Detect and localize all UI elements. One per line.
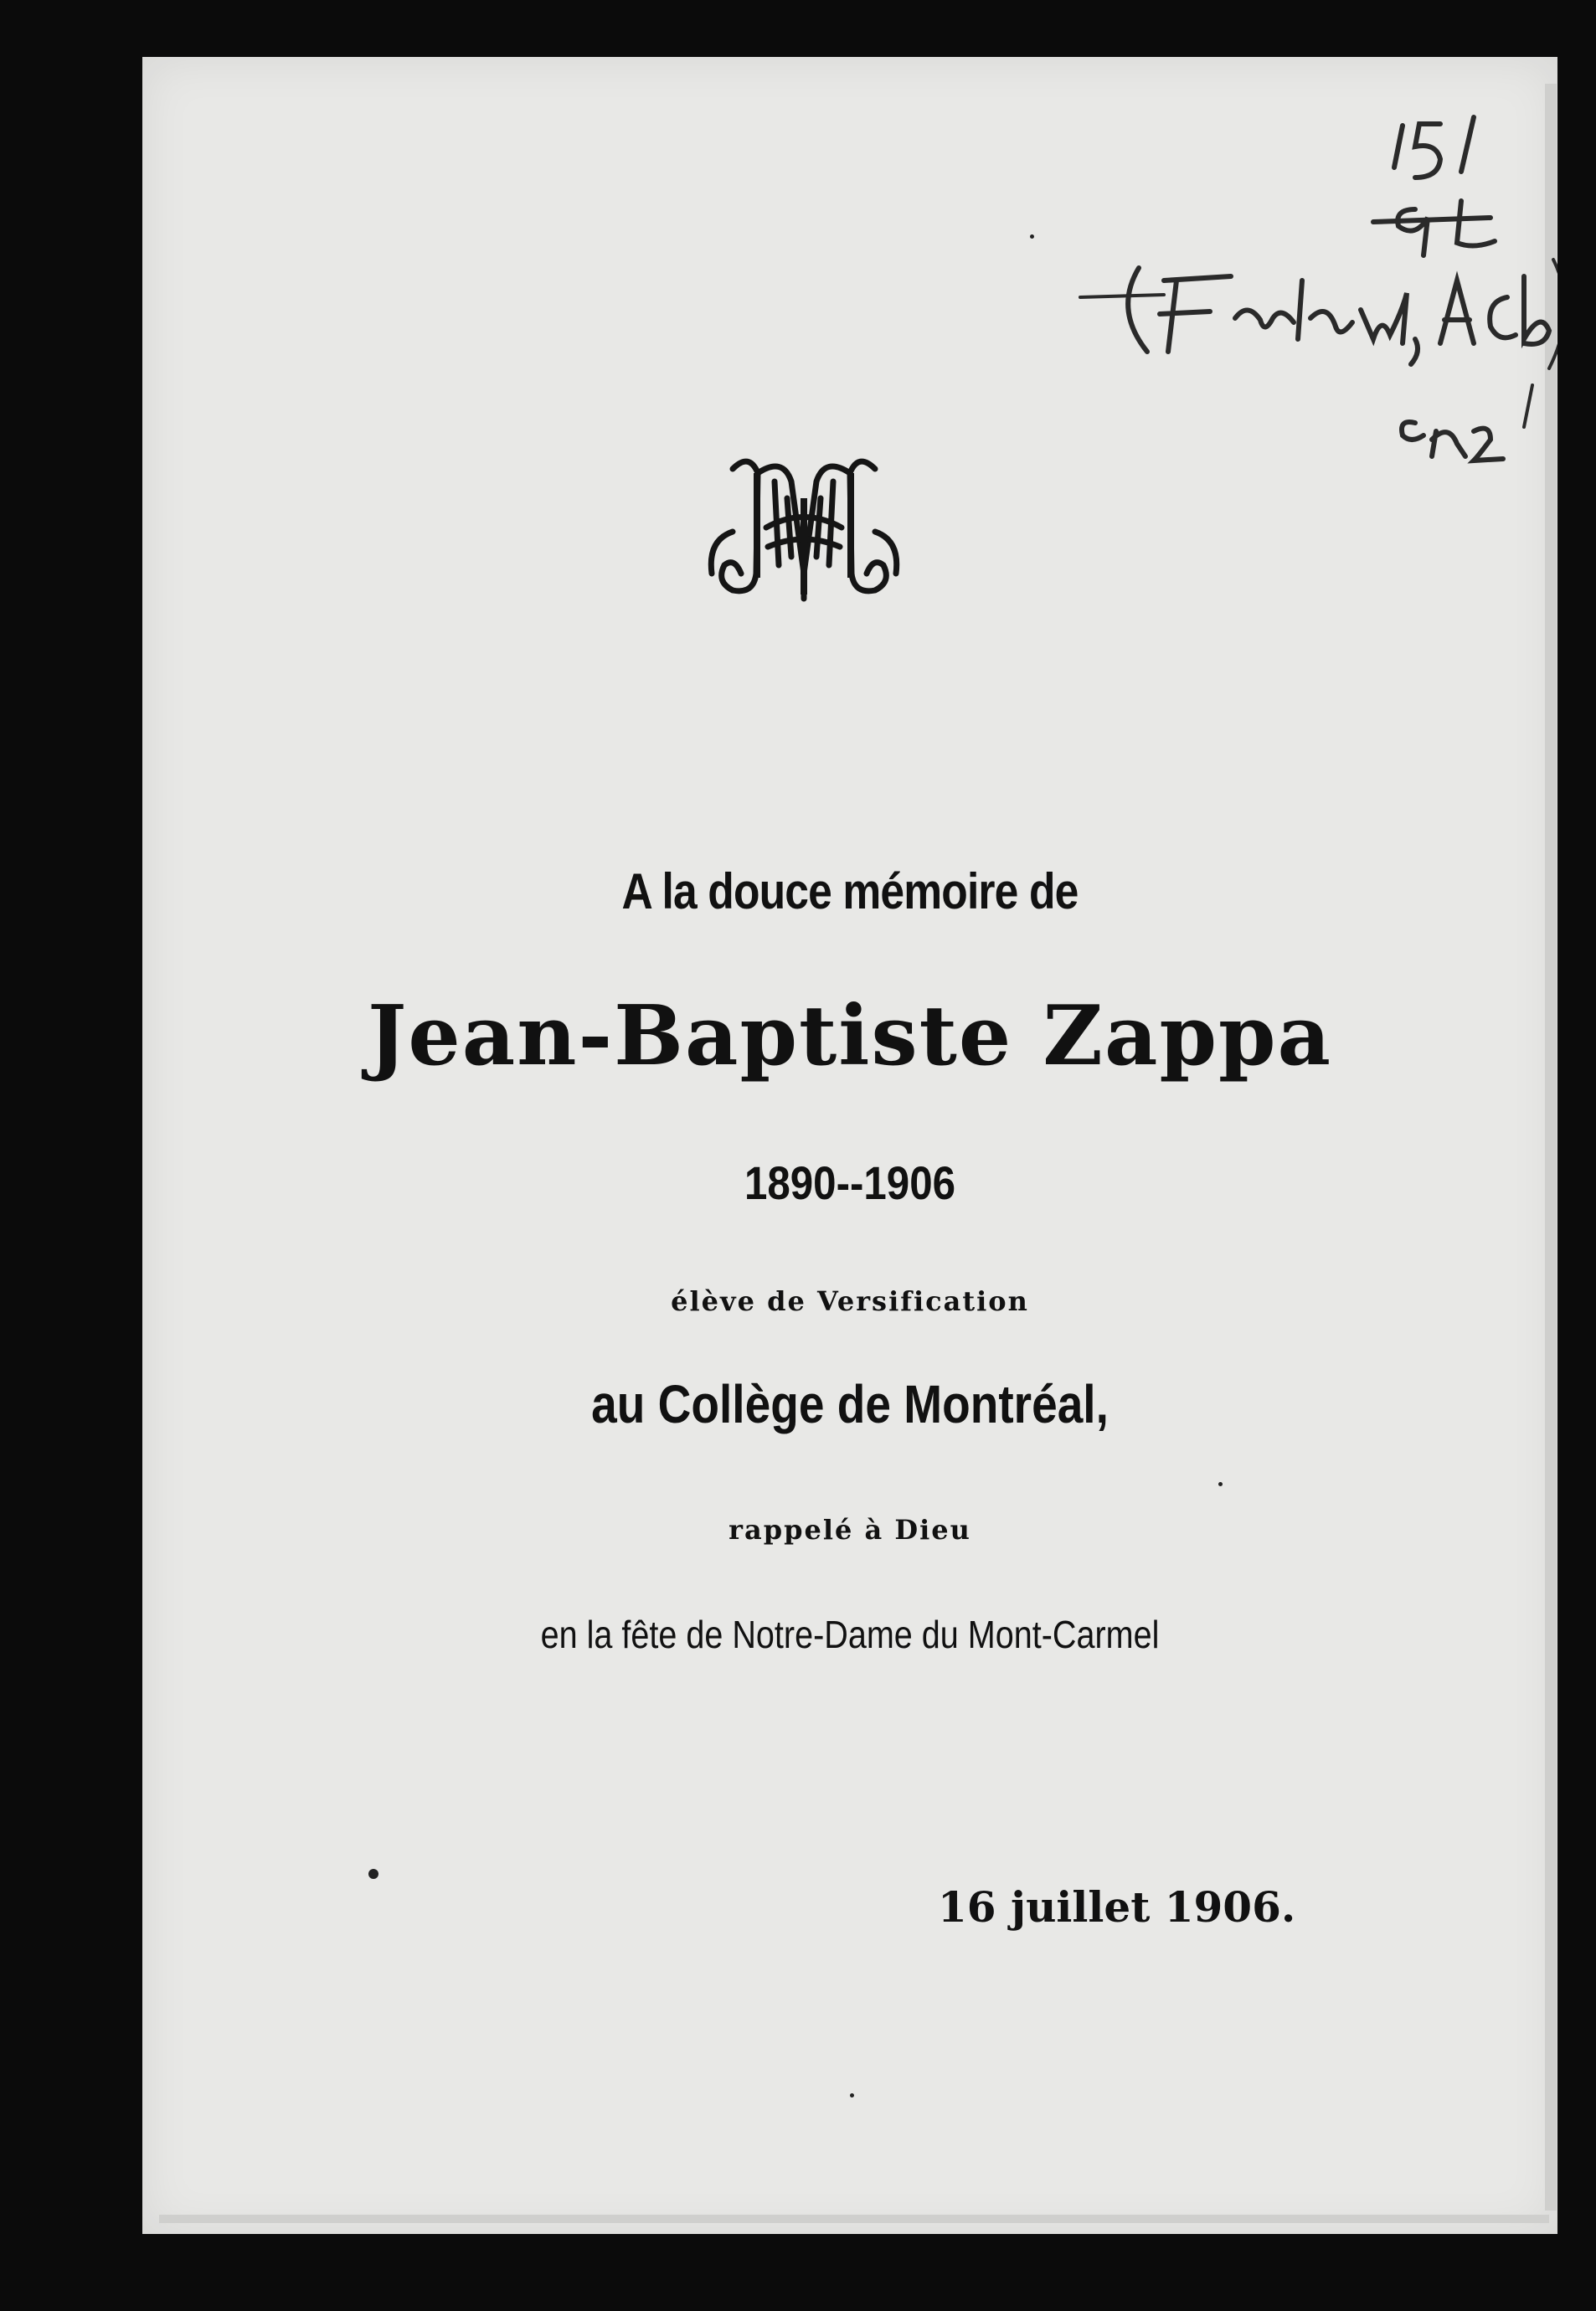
ink-speck: [1030, 234, 1034, 239]
ink-speck: [850, 2093, 854, 2097]
handwritten-notes: [1022, 100, 1557, 486]
college-line: au Collège de Montréal,: [591, 1374, 1109, 1434]
feast-line: en la fête de Notre-Dame du Mont-Carmel: [540, 1613, 1160, 1656]
card-date: 16 juillet 1906.: [938, 1882, 1296, 1932]
ink-speck: [1218, 1482, 1223, 1486]
dedication-line: A la douce mémoire de: [621, 863, 1079, 919]
student-line: élève de Versification: [671, 1285, 1029, 1317]
card-edge-bottom: [159, 2215, 1549, 2223]
ink-speck: [368, 1869, 378, 1879]
life-years: 1890--1906: [744, 1156, 956, 1209]
marian-monogram-icon: [708, 448, 900, 603]
deceased-name: Jean-Baptiste Zappa: [368, 988, 1332, 1084]
called-to-god-line: rappelé à Dieu: [728, 1514, 971, 1546]
